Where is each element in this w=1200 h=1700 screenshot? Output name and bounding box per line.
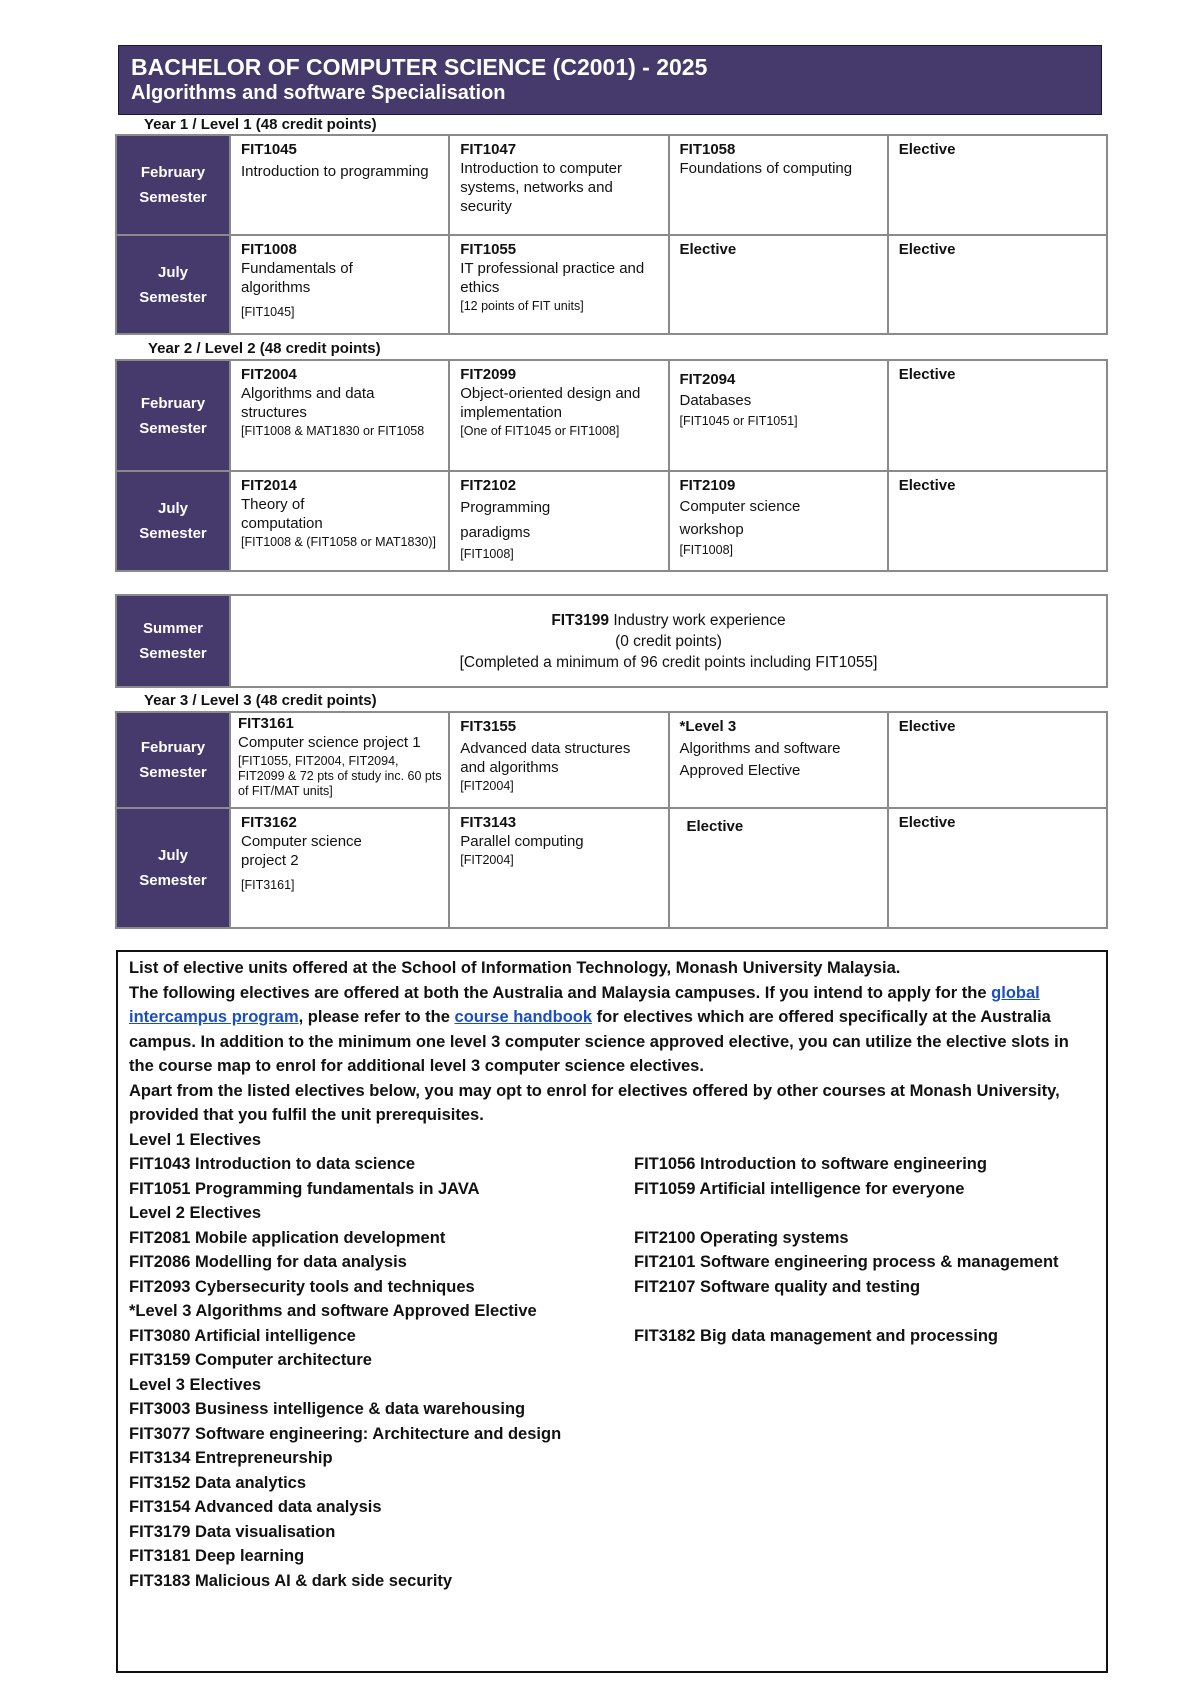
unit-code: Elective [686,818,744,835]
elective-item: FIT1051 Programming fundamentals in JAVA [129,1179,480,1198]
paragraph-text: The following electives are offered at both the Australia and Malaysia campuses. If you intend to apply for the [129,983,992,1002]
unit-cell [449,360,668,471]
unit-code: Elective [898,477,956,494]
unit-prereq: [FIT1008 & (FIT1058 or MAT1830)] [241,535,436,549]
elective-item: FIT2107 Software quality and testing [634,1277,921,1296]
unit-prereq: [FIT1045 or FIT1051] [679,414,798,428]
unit-prereq: [FIT3161] [241,878,295,892]
electives-paragraph-2: Apart from the listed electives below, you may opt to enrol for electives offered by other courses at Monash University, provided that you fulfil the unit prerequisites. [129,1081,1060,1124]
semester-label: July Semester [116,808,230,928]
unit-cell [888,471,1107,571]
unit-prereq: [FIT1008 & MAT1830 or FIT1058 [241,424,425,438]
semester-label: February Semester [116,360,230,471]
elective-item: FIT2081 Mobile application development [129,1228,446,1247]
unit-name: Algorithms and software Approved Elective [679,740,841,779]
global-intercampus-program-link[interactable]: global intercampus program [129,983,1040,1026]
summer-unit-cell [230,595,1107,687]
level-1-electives-heading: Level 1 Electives [129,1130,262,1149]
unit-code: Elective [679,241,737,258]
summer-credit: (0 credit points) [615,632,722,650]
unit-prereq: [One of FIT1045 or FIT1008] [460,424,620,438]
elective-item: FIT3003 Business intelligence & data warehousing [129,1400,526,1418]
year-2-july-row [116,471,1107,571]
elective-item: FIT1059 Artificial intelligence for everyone [634,1179,965,1198]
unit-cell [230,235,449,334]
semester-label: July Semester [116,235,230,334]
unit-code: FIT1008 [241,241,297,258]
year-1-table [115,134,1108,335]
unit-cell [230,360,449,471]
summer-prereq: [Completed a minimum of 96 credit points including FIT1055] [459,653,878,671]
elective-item: FIT3080 Artificial intelligence [129,1326,356,1345]
semester-label: July Semester [116,471,230,571]
unit-cell [888,808,1107,928]
unit-code: FIT2014 [241,477,297,494]
elective-item: FIT3159 Computer architecture [129,1351,372,1369]
unit-cell [669,808,888,928]
level-3-approved-elective-heading: *Level 3 Algorithms and software Approved Elective [129,1302,537,1320]
paragraph-text: for electives which are offered specifically at the Australia campus. In addition to the minimum one level 3 computer science approved elective, you can utilize the elective slots in the course map to enrol for additional level 3 computer science electives. [129,1008,1069,1075]
unit-prereq: [FIT2004] [460,853,514,867]
unit-cell [669,471,888,571]
unit-code: FIT2004 [241,366,297,383]
unit-name: IT professional practice and ethics [460,260,645,296]
elective-item: FIT2093 Cybersecurity tools and techniques [129,1277,475,1296]
unit-cell [888,135,1107,235]
unit-name: Computer science project 1 [238,734,421,751]
year-3-table [115,711,1108,929]
unit-cell [449,808,668,928]
summer-table [115,594,1108,688]
year-2-february-row [116,360,1107,471]
level-3-electives-heading: Level 3 Electives [129,1375,262,1394]
unit-code: FIT2102 [460,477,517,494]
unit-cell [669,360,888,471]
year-3-july-row [116,808,1107,928]
unit-cell [888,235,1107,334]
elective-item: FIT3182 Big data management and processing [634,1326,999,1345]
year-2-label: Year 2 / Level 2 (48 credit points) [148,340,381,357]
unit-cell [230,135,449,235]
unit-name: Programming paradigms [460,499,551,541]
level-2-electives-list [129,1226,1095,1300]
specialisation-title: Algorithms and software Specialisation [131,82,506,104]
unit-code: FIT1055 [460,241,517,258]
unit-cell [449,471,668,571]
elective-item: FIT3181 Deep learning [129,1547,305,1565]
unit-cell [449,135,668,235]
unit-code: FIT3162 [241,814,297,831]
summer-row [116,595,1107,687]
elective-item: FIT2101 Software engineering process & management [634,1253,1059,1271]
unit-cell [230,808,449,928]
electives-intro: List of elective units offered at the School of Information Technology, Monash University Malaysia. [129,959,901,977]
unit-cell [669,712,888,808]
unit-cell [230,471,449,571]
elective-item: FIT3154 Advanced data analysis [129,1498,382,1516]
semester-label: Summer Semester [116,595,230,687]
course-handbook-link[interactable]: course handbook [454,1008,593,1026]
year-3-label: Year 3 / Level 3 (48 credit points) [144,692,377,709]
electives-paragraph-1 [129,981,1095,1079]
unit-prereq: [FIT1008] [460,547,514,561]
elective-item: FIT2100 Operating systems [634,1228,849,1247]
unit-code: FIT2099 [460,366,517,383]
electives-info-box [116,950,1108,1673]
paragraph-text: , please refer to the [298,1008,455,1026]
unit-name: Databases [679,392,752,409]
unit-name: Foundations of computing [679,160,853,177]
elective-item: FIT1056 Introduction to software engineering [634,1155,987,1173]
elective-item: FIT3152 Data analytics [129,1473,307,1492]
elective-item: FIT3077 Software engineering: Architecture and design [129,1424,562,1443]
unit-code: *Level 3 [679,718,737,735]
unit-code: Elective [898,814,956,831]
unit-code: FIT2109 [679,477,736,494]
elective-item: FIT3183 Malicious AI & dark side security [129,1571,453,1590]
unit-prereq: [FIT1008] [679,543,733,557]
semester-label: February Semester [116,135,230,235]
course-banner [118,45,1102,115]
unit-code: FIT3155 [460,718,517,735]
semester-label: February Semester [116,712,230,808]
unit-name: Industry work experience [613,611,786,629]
unit-code: Elective [898,366,956,383]
unit-code: Elective [898,241,956,258]
unit-prereq: [FIT1045] [241,305,295,319]
year-3-february-row [116,712,1107,808]
unit-name: Computer science workshop [679,498,801,538]
unit-code: FIT3161 [238,715,294,732]
unit-name: Object-oriented design and implementation [460,385,641,421]
unit-prereq: [12 points of FIT units] [460,299,584,313]
elective-item: FIT2086 Modelling for data analysis [129,1253,407,1271]
unit-code: FIT3143 [460,814,517,831]
year-1-label: Year 1 / Level 1 (48 credit points) [144,116,377,133]
unit-cell [888,712,1107,808]
elective-item: FIT3179 Data visualisation [129,1522,336,1541]
unit-code: FIT1047 [460,141,517,158]
course-title: BACHELOR OF COMPUTER SCIENCE (C2001) - 2025 [131,54,708,80]
unit-name: Parallel computing [460,833,584,850]
unit-code: Elective [898,141,956,158]
unit-name: Algorithms and data structures [241,385,375,421]
unit-name: Introduction to computer systems, networks and security [460,160,623,215]
unit-name: Advanced data structures and algorithms [460,740,631,776]
unit-prereq: [FIT2004] [460,779,514,793]
level-3-approved-electives-list [129,1324,1095,1373]
year-2-table [115,359,1108,572]
unit-code: Elective [898,718,956,735]
unit-code: FIT1045 [241,141,297,158]
unit-cell [449,235,668,334]
unit-code: FIT3199 [551,611,610,629]
year-1-february-row [116,135,1107,235]
elective-item: FIT3134 Entrepreneurship [129,1449,333,1467]
year-1-july-row [116,235,1107,334]
unit-name: Fundamentals of algorithms [241,260,353,296]
unit-name: Computer science project 2 [241,833,362,869]
unit-cell [669,235,888,334]
unit-name: Introduction to programming [241,163,429,180]
unit-prereq: [FIT1055, FIT2004, FIT2094, FIT2099 & 72 pts of study inc. 60 pts of FIT/MAT units] [238,754,442,798]
unit-name: Theory of computation [241,496,323,532]
unit-cell [888,360,1107,471]
elective-item: FIT1043 Introduction to data science [129,1155,416,1173]
unit-cell [669,135,888,235]
unit-code: FIT1058 [679,141,736,158]
unit-cell [449,712,668,808]
level-2-electives-heading: Level 2 Electives [129,1204,262,1222]
unit-cell [230,712,449,808]
level-1-electives-list [129,1152,1095,1201]
level-3-electives-list [129,1397,1095,1593]
unit-code: FIT2094 [679,371,736,388]
